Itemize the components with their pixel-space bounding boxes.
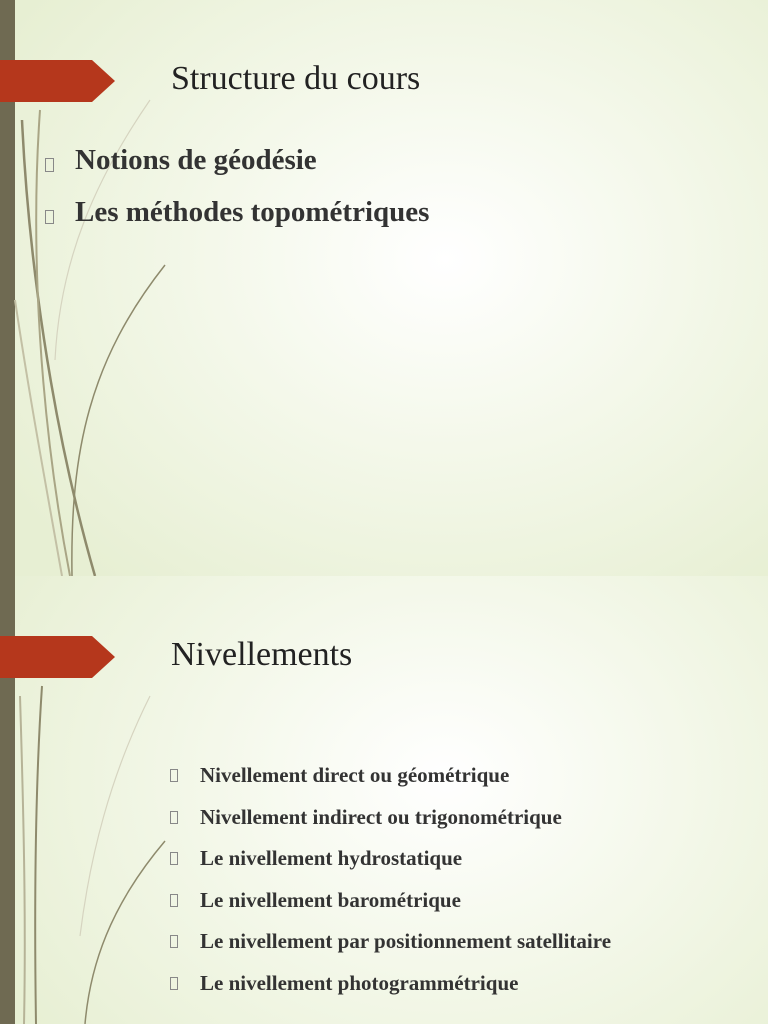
slide-title: Nivellements (171, 636, 353, 673)
title-accent-tab (0, 636, 115, 678)
slide-title: Structure du cours (171, 60, 421, 97)
list-item: Notions de géodésie (45, 134, 429, 186)
square-bullet-icon (170, 811, 178, 824)
list-item: Le nivellement photogrammétrique (170, 963, 611, 1005)
list-item: Les méthodes topométriques (45, 186, 429, 238)
square-bullet-icon (170, 769, 178, 782)
bullet-list (170, 755, 611, 1004)
bullet-list (45, 134, 429, 238)
square-bullet-icon (170, 852, 178, 865)
list-item: Nivellement indirect ou trigonométrique (170, 797, 611, 839)
square-bullet-icon (170, 977, 178, 990)
list-item: Le nivellement barométrique (170, 880, 611, 922)
square-bullet-icon (170, 894, 178, 907)
title-accent-tab (0, 60, 115, 102)
list-item: Le nivellement hydrostatique (170, 838, 611, 880)
square-bullet-icon (45, 210, 54, 224)
list-item: Nivellement direct ou géométrique (170, 755, 611, 797)
square-bullet-icon (45, 158, 54, 172)
list-item: Le nivellement par positionnement satellitaire (170, 921, 611, 963)
square-bullet-icon (170, 935, 178, 948)
slide-2 (0, 576, 768, 1024)
